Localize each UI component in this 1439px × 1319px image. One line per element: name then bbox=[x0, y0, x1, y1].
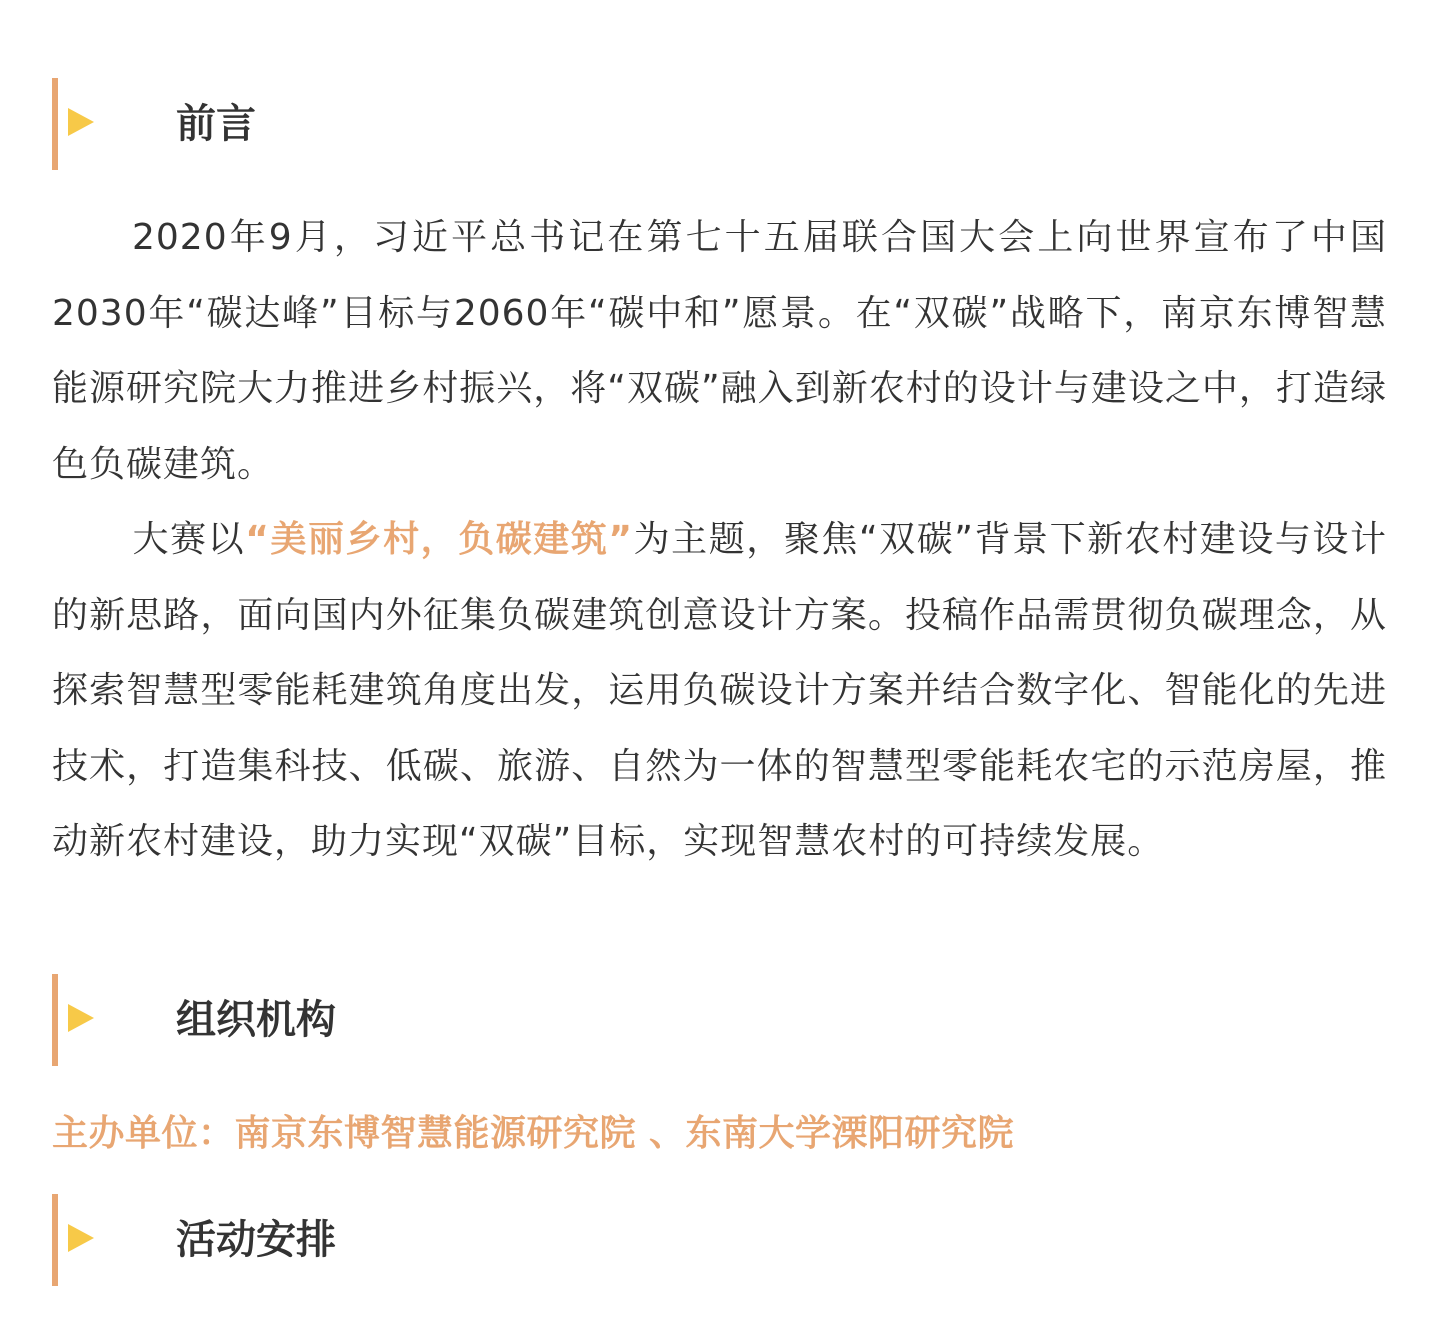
section-bar bbox=[52, 78, 58, 170]
section-title-preface: 前言 bbox=[176, 101, 256, 147]
section-title-schedule: 活动安排 bbox=[176, 1217, 336, 1263]
preface-text-2b: 为主题，聚焦“双碳”背景下新农村建设与设计的新思路，面向国内外征集负碳建筑创意设计方案。投稿作品需贯彻负碳理念，从探索智慧型零能耗建筑角度出发，运用负碳设计方案并结合数字化、智能化的先进技术，打造集科技、低碳、旅游、自然为一体的智慧型零能耗农宅的示范房屋，推动新农村建设，助力实现“双碳”目标，实现智慧农村的可持续发展。 bbox=[52, 519, 1387, 862]
contest-theme: “美丽乡村，负碳建筑” bbox=[245, 519, 634, 560]
section-header-schedule bbox=[52, 1194, 1382, 1286]
section-header-organization bbox=[52, 974, 1382, 1066]
play-arrow-icon bbox=[68, 1004, 94, 1032]
host-organizations: 主办单位：南京东博智慧能源研究院 、东南大学溧阳研究院 bbox=[52, 1113, 1015, 1154]
section-bar bbox=[52, 1194, 58, 1286]
play-arrow-icon bbox=[68, 108, 94, 136]
preface-paragraph-1 bbox=[52, 200, 1387, 502]
preface-text-2a: 大赛以 bbox=[132, 519, 246, 560]
section-header-preface bbox=[52, 78, 1382, 170]
play-arrow-icon bbox=[68, 1224, 94, 1252]
preface-text-1: 2020年9月，习近平总书记在第七十五届联合国大会上向世界宣布了中国2030年“碳达峰”目标与2060年“碳中和”愿景。在“双碳”战略下，南京东博智慧能源研究院大力推进乡村振兴，将“双碳”融入到新农村的设计与建设之中，打造绿色负碳建筑。 bbox=[52, 217, 1387, 485]
preface-paragraph-2 bbox=[52, 502, 1387, 880]
section-bar bbox=[52, 974, 58, 1066]
section-title-organization: 组织机构 bbox=[176, 997, 336, 1043]
